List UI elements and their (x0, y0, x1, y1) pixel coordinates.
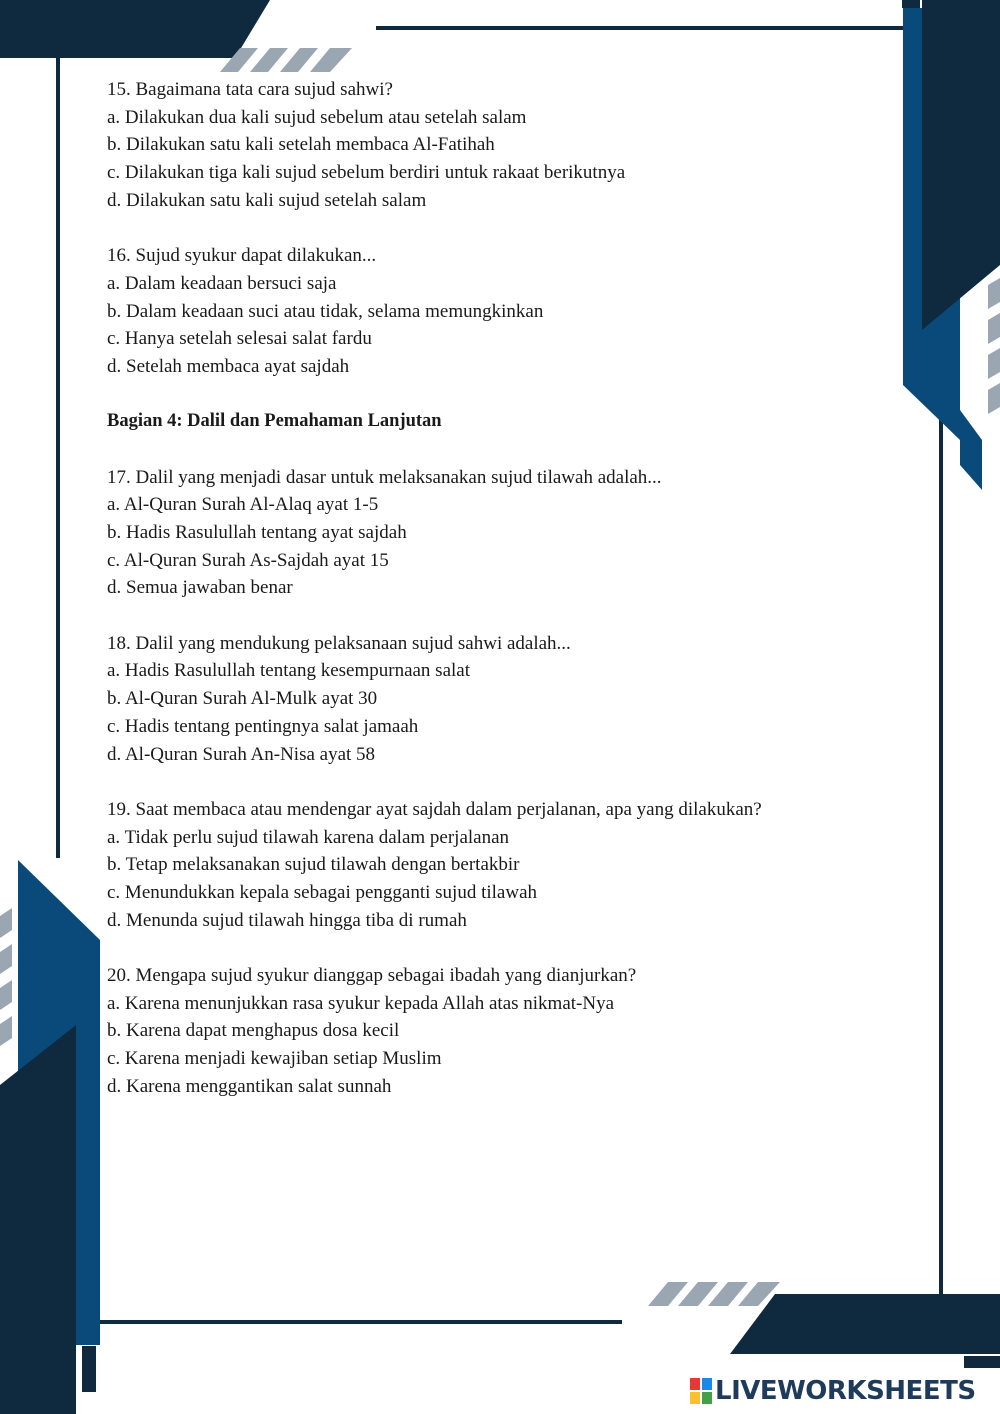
answer-option: a. Dilakukan dua kali sujud sebelum atau setelah salam (107, 106, 527, 128)
worksheet-content (107, 76, 907, 1100)
answer-option: d. Al-Quran Surah An-Nisa ayat 58 (107, 743, 376, 765)
question-text: 18. Dalil yang mendukung pelaksanaan sujud sahwi adalah... (107, 632, 571, 654)
answer-option: d. Semua jawaban benar (107, 577, 293, 599)
question-text: 16. Sujud syukur dapat dilakukan... (107, 245, 377, 267)
answer-option: c. Al-Quran Surah As-Sajdah ayat 15 (107, 549, 389, 571)
bottom-right-band (730, 1294, 1000, 1354)
left-stripes (0, 908, 12, 1046)
left-border-line (56, 58, 60, 858)
answer-option: d. Dilakukan satu kali sujud setelah salam (107, 189, 427, 211)
answer-option: c. Karena menjadi kewajiban setiap Muslim (107, 1048, 442, 1070)
answer-option: b. Dalam keadaan suci atau tidak, selama memungkinkan (107, 300, 544, 322)
question-text: 15. Bagaimana tata cara sujud sahwi? (107, 79, 393, 100)
top-border-line (376, 26, 904, 30)
bottom-right-square (964, 1356, 1000, 1368)
question-block-16 (107, 242, 907, 380)
answer-option: d. Menunda sujud tilawah hingga tiba di rumah (107, 909, 467, 931)
answer-option: b. Hadis Rasulullah tentang ayat sajdah (107, 522, 407, 543)
answer-option: c. Dilakukan tiga kali sujud sebelum berdiri untuk rakaat berikutnya (107, 162, 626, 184)
bottom-right-stripes (648, 1282, 780, 1306)
right-stripes (988, 278, 1000, 414)
question-text: 19. Saat membaca atau mendengar ayat sajdah dalam perjalanan, apa yang dilakukan? (107, 798, 762, 820)
answer-option: b. Dilakukan satu kali setelah membaca Al-Fatihah (107, 134, 495, 156)
question-text: 20. Mengapa sujud syukur dianggap sebagai ibadah yang dianjurkan? (107, 965, 637, 986)
bottom-border-line (100, 1320, 622, 1324)
right-dark-panel (922, 0, 1000, 330)
liveworksheets-logo[interactable] (690, 1374, 976, 1408)
answer-option: a. Karena menunjukkan rasa syukur kepada Allah atas nikmat-Nya (107, 992, 615, 1014)
left-bottom-bar (82, 1346, 96, 1392)
logo-text: LIVEWORKSHEETS (715, 1376, 976, 1406)
question-block-15 (107, 76, 907, 214)
answer-option: d. Setelah membaca ayat sajdah (107, 355, 350, 377)
top-left-band (0, 0, 270, 58)
question-block-20 (107, 962, 907, 1100)
answer-option: a. Al-Quran Surah Al-Alaq ayat 1-5 (107, 494, 379, 516)
answer-option: a. Dalam keadaan bersuci saja (107, 272, 337, 294)
left-dark-panel (0, 1025, 76, 1414)
question-block-17 (107, 464, 907, 602)
question-text: 17. Dalil yang menjadi dasar untuk melaksanakan sujud tilawah adalah... (107, 466, 662, 488)
top-left-stripes (220, 48, 352, 72)
question-block-18 (107, 630, 907, 768)
liveworksheets-mark-icon (690, 1378, 712, 1404)
answer-option: b. Tetap melaksanakan sujud tilawah dengan bertakbir (107, 854, 520, 876)
answer-option: c. Hanya setelah selesai salat fardu (107, 328, 372, 350)
answer-option: b. Karena dapat menghapus dosa kecil (107, 1020, 400, 1042)
answer-option: c. Menundukkan kepala sebagai pengganti sujud tilawah (107, 881, 538, 903)
answer-option: a. Tidak perlu sujud tilawah karena dalam perjalanan (107, 826, 510, 848)
right-blue-notch (960, 410, 982, 490)
top-right-square (902, 0, 920, 8)
answer-option: d. Karena menggantikan salat sunnah (107, 1075, 392, 1097)
answer-option: b. Al-Quran Surah Al-Mulk ayat 30 (107, 688, 378, 710)
section-heading: Bagian 4: Dalil dan Pemahaman Lanjutan (107, 411, 442, 432)
answer-option: c. Hadis tentang pentingnya salat jamaah (107, 715, 419, 737)
question-block-19 (107, 796, 907, 934)
answer-option: a. Hadis Rasulullah tentang kesempurnaan salat (107, 660, 471, 682)
